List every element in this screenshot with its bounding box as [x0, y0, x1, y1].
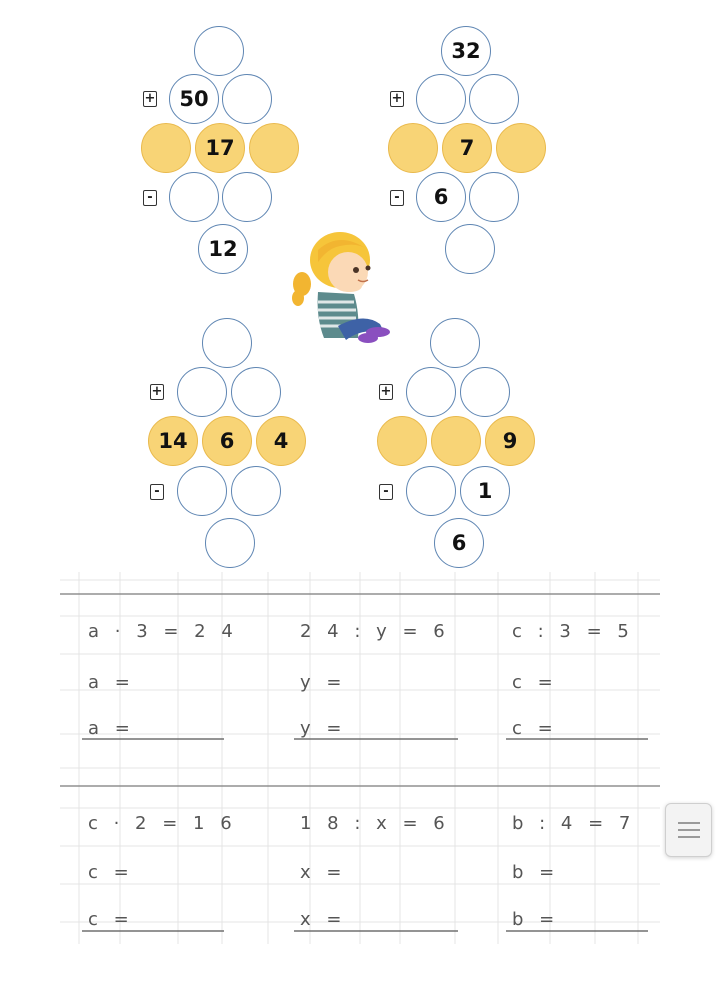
puzzle-1-r2-a: 50 [169, 74, 219, 124]
puzzle-1-mid-a [141, 123, 191, 173]
puzzle-4-mid-c: 9 [485, 416, 535, 466]
plus-sign: + [380, 384, 392, 399]
puzzle-1-mid-c [249, 123, 299, 173]
thinking-girl-illustration [288, 228, 394, 348]
puzzle-4-r4-a [406, 466, 456, 516]
equation: c : 3 = 5 [512, 621, 634, 642]
answer-line-1: a = [88, 672, 135, 693]
puzzle-4-bottom: 6 [434, 518, 484, 568]
answer-line-1: x = [300, 862, 347, 883]
answer-line-1: b = [512, 862, 560, 883]
answer-line-1: y = [300, 672, 347, 693]
puzzle-1-bottom: 12 [198, 224, 248, 274]
equation: b : 4 = 7 [512, 813, 636, 834]
puzzle-4-top [430, 318, 480, 368]
hamburger-menu-icon[interactable] [665, 803, 712, 857]
puzzle-3-mid-c: 4 [256, 416, 306, 466]
equation: a · 3 = 2 4 [88, 621, 238, 642]
equation-worksheet [60, 572, 660, 944]
puzzle-3-r2-a [177, 367, 227, 417]
equation: 1 8 : x = 6 [300, 813, 450, 834]
puzzle-1-r2-b [222, 74, 272, 124]
menu-line [678, 829, 700, 831]
answer-line-2: a = [88, 718, 135, 739]
puzzle-3-mid-b: 6 [202, 416, 252, 466]
puzzle-2-top: 32 [441, 26, 491, 76]
equation: 2 4 : y = 6 [300, 621, 450, 642]
puzzle-1-mid-b: 17 [195, 123, 245, 173]
puzzle-1-top [194, 26, 244, 76]
plus-sign: + [151, 384, 163, 399]
answer-line-2: c = [512, 718, 558, 739]
minus-sign: - [143, 190, 157, 206]
answer-line-2: x = [300, 909, 347, 930]
puzzle-1-r4-b [222, 172, 272, 222]
puzzle-2-r4-b [469, 172, 519, 222]
puzzle-3-top [202, 318, 252, 368]
plus-sign: + [391, 91, 403, 106]
minus-sign: - [390, 190, 404, 206]
puzzle-2-mid-a [388, 123, 438, 173]
answer-line-1: c = [88, 862, 134, 883]
puzzle-4-r4-b: 1 [460, 466, 510, 516]
equation: c · 2 = 1 6 [88, 813, 237, 834]
minus-sign: - [150, 484, 164, 500]
puzzle-2-r4-a: 6 [416, 172, 466, 222]
puzzle-4-r2-a [406, 367, 456, 417]
answer-line-1: c = [512, 672, 558, 693]
puzzle-2-bottom [445, 224, 495, 274]
menu-line [678, 836, 700, 838]
puzzle-2-mid-c [496, 123, 546, 173]
puzzle-2-mid-b: 7 [442, 123, 492, 173]
puzzle-4-r2-b [460, 367, 510, 417]
puzzle-4-mid-a [377, 416, 427, 466]
puzzle-4-mid-b [431, 416, 481, 466]
answer-line-2: y = [300, 718, 347, 739]
puzzle-2-r2-b [469, 74, 519, 124]
puzzle-3-r4-a [177, 466, 227, 516]
puzzle-3-r4-b [231, 466, 281, 516]
menu-line [678, 822, 700, 824]
puzzle-1-r4-a [169, 172, 219, 222]
answer-line-2: b = [512, 909, 560, 930]
plus-sign: + [144, 91, 156, 106]
puzzle-3-bottom [205, 518, 255, 568]
answer-line-2: c = [88, 909, 134, 930]
puzzle-2-r2-a [416, 74, 466, 124]
minus-sign: - [379, 484, 393, 500]
puzzle-3-mid-a: 14 [148, 416, 198, 466]
puzzle-3-r2-b [231, 367, 281, 417]
